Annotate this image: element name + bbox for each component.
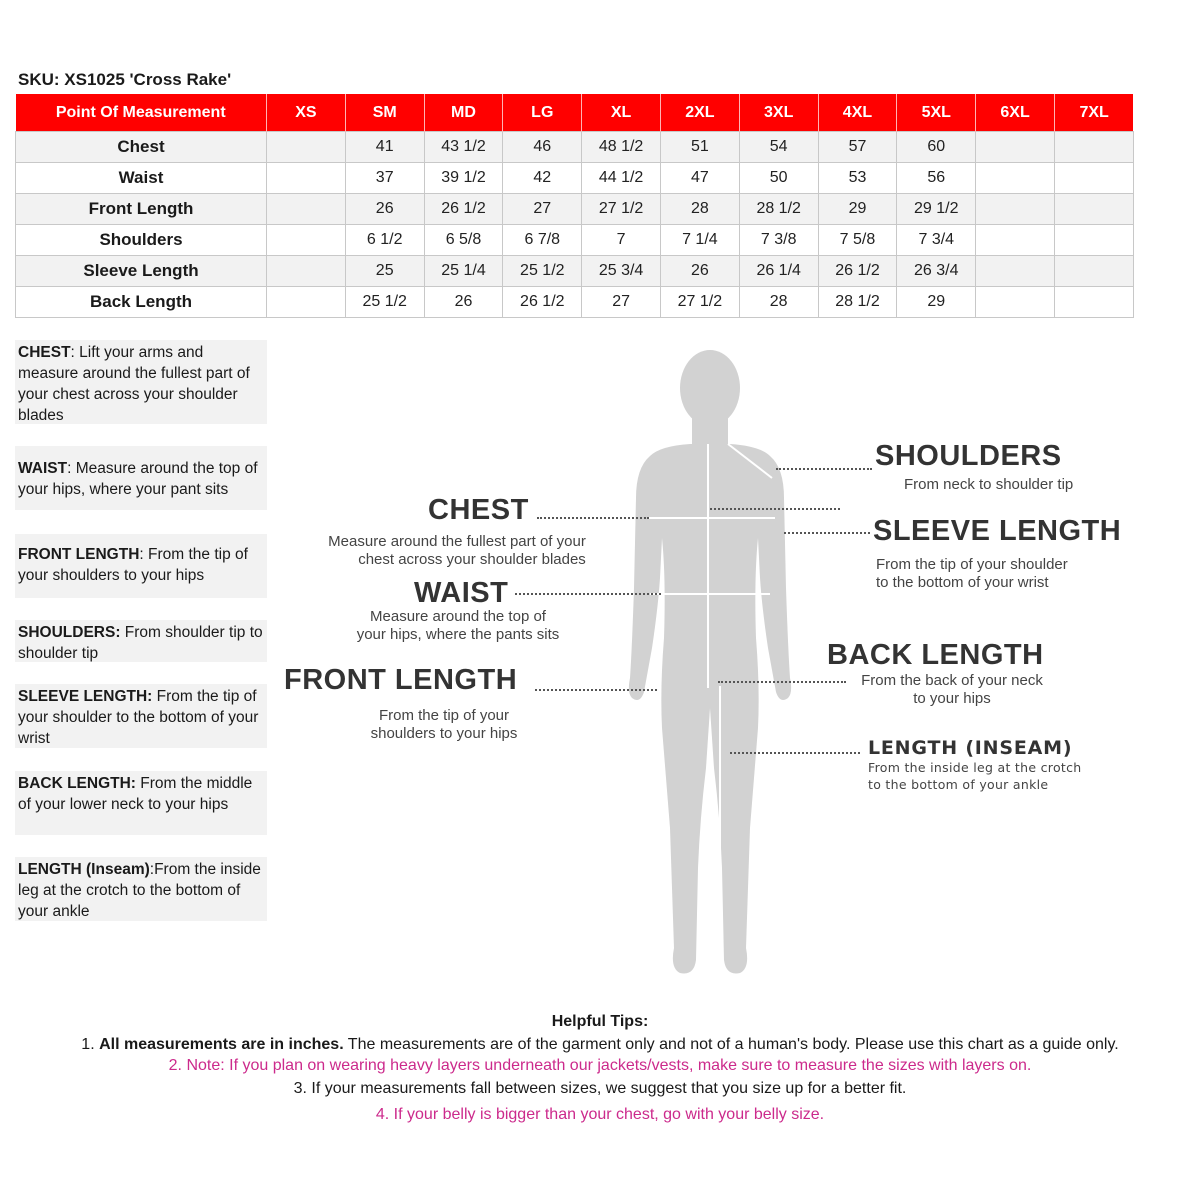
note-sleeve-length <box>15 684 267 748</box>
note-term: BACK LENGTH: <box>18 775 136 792</box>
row-label: Front Length <box>16 194 267 225</box>
table-cell: 29 <box>818 194 897 225</box>
note-term: WAIST <box>18 460 68 477</box>
table-cell: 26 3/4 <box>897 256 976 287</box>
table-header-cell: Point Of Measurement <box>16 94 267 132</box>
inseam-desc-line: to the bottom of your ankle <box>868 777 1049 792</box>
back-length-label: BACK LENGTH <box>827 639 1044 671</box>
note-text: From shoulder tip to shoulder tip <box>18 624 263 662</box>
table-cell: 7 3/8 <box>739 225 818 256</box>
sku-title: SKU: XS1025 'Cross Rake' <box>18 70 232 89</box>
table-cell: 26 1/2 <box>424 194 503 225</box>
inseam-label: LENGTH (INSEAM) <box>868 737 1073 759</box>
table-row <box>16 287 1134 318</box>
table-cell <box>976 163 1055 194</box>
row-label: Back Length <box>16 287 267 318</box>
note-inseam <box>15 857 267 921</box>
tip-4: 4. If your belly is bigger than your chest, go with your belly size. <box>375 1106 825 1123</box>
table-header-cell: 4XL <box>818 94 897 132</box>
chest-desc-line: Measure around the fullest part of your <box>328 533 586 550</box>
table-row <box>16 132 1134 163</box>
table-header-cell: 2XL <box>660 94 739 132</box>
back-length-desc <box>852 672 1052 708</box>
figure-body <box>629 444 791 973</box>
tip-1-prefix: 1. <box>81 1036 100 1053</box>
table-cell: 39 1/2 <box>424 163 503 194</box>
chest-leader <box>537 517 649 519</box>
tips-title: Helpful Tips: <box>551 1013 649 1030</box>
note-shoulders <box>15 620 267 662</box>
front-length-label: FRONT LENGTH <box>284 664 518 696</box>
table-cell: 60 <box>897 132 976 163</box>
tip-2: 2. Note: If you plan on wearing heavy layers underneath our jackets/vests, make sure to measure the sizes with layers on. <box>168 1057 1032 1074</box>
table-cell <box>976 194 1055 225</box>
waist-desc-line: Measure around the top of <box>370 608 546 625</box>
table-cell: 42 <box>503 163 582 194</box>
table-cell <box>267 256 346 287</box>
waist-leader <box>515 593 661 595</box>
table-header-cell: XL <box>582 94 661 132</box>
table-cell <box>1054 194 1133 225</box>
table-cell: 26 1/2 <box>818 256 897 287</box>
table-cell: 25 3/4 <box>582 256 661 287</box>
note-text: : From the tip of your shoulders to your hips <box>18 546 248 584</box>
sleeve-length-desc-line: From the tip of your shoulder <box>876 556 1068 573</box>
shoulders-leader <box>776 468 872 470</box>
table-header-cell: 7XL <box>1054 94 1133 132</box>
table-cell: 7 5/8 <box>818 225 897 256</box>
table-cell: 37 <box>345 163 424 194</box>
shoulders-desc: From neck to shoulder tip <box>904 476 1074 493</box>
table-cell <box>1054 132 1133 163</box>
table-cell <box>267 163 346 194</box>
table-cell: 50 <box>739 163 818 194</box>
table-row <box>16 225 1134 256</box>
table-header-cell: 6XL <box>976 94 1055 132</box>
table-cell: 7 1/4 <box>660 225 739 256</box>
table-cell: 26 <box>345 194 424 225</box>
waist-desc-line: your hips, where the pants sits <box>356 626 560 643</box>
table-cell <box>976 132 1055 163</box>
figure-head <box>680 350 740 426</box>
table-header-cell: SM <box>345 94 424 132</box>
sleeve-length-desc <box>876 556 1068 592</box>
table-cell <box>1054 287 1133 318</box>
table-cell <box>267 132 346 163</box>
table-row <box>16 163 1134 194</box>
front-length-desc-line: From the tip of your <box>378 707 510 724</box>
note-text: From the middle of your lower neck to your hips <box>18 775 253 813</box>
note-term: FRONT LENGTH <box>18 546 140 563</box>
table-cell: 26 1/2 <box>503 287 582 318</box>
front-length-leader <box>535 689 657 691</box>
tip-1-rest: The measurements are of the garment only and not of a human's body. Please use this chart as a guide only. <box>343 1036 1119 1053</box>
table-cell: 57 <box>818 132 897 163</box>
table-cell: 25 <box>345 256 424 287</box>
table-cell: 48 1/2 <box>582 132 661 163</box>
note-term: SLEEVE LENGTH: <box>18 688 153 705</box>
table-cell <box>976 225 1055 256</box>
table-row <box>16 256 1134 287</box>
front-length-desc-line: shoulders to your hips <box>370 725 518 742</box>
back-length-desc-line: to your hips <box>913 690 991 707</box>
chest-desc-line: chest across your shoulder blades <box>358 551 586 568</box>
tip-3: 3. If your measurements fall between sizes, we suggest that you size up for a better fit. <box>293 1080 907 1097</box>
table-cell: 7 3/4 <box>897 225 976 256</box>
note-term: CHEST <box>18 344 71 361</box>
sleeve-length-leader <box>784 532 870 534</box>
note-text: : Measure around the top of your hips, where your pant sits <box>18 460 258 498</box>
table-header-cell: 5XL <box>897 94 976 132</box>
table-cell: 27 <box>503 194 582 225</box>
table-cell: 44 1/2 <box>582 163 661 194</box>
table-cell: 25 1/4 <box>424 256 503 287</box>
table-cell: 47 <box>660 163 739 194</box>
table-cell: 28 <box>739 287 818 318</box>
table-cell: 25 1/2 <box>503 256 582 287</box>
table-cell <box>267 287 346 318</box>
table-row <box>16 194 1134 225</box>
note-text: : Lift your arms and measure around the fullest part of your chest across your shoulder blades <box>18 344 250 424</box>
table-cell: 43 1/2 <box>424 132 503 163</box>
table-cell: 41 <box>345 132 424 163</box>
table-cell: 6 1/2 <box>345 225 424 256</box>
inseam-desc-line: From the inside leg at the crotch <box>868 760 1082 775</box>
note-term: LENGTH (Inseam) <box>18 861 150 878</box>
table-cell: 29 1/2 <box>897 194 976 225</box>
table-cell <box>1054 256 1133 287</box>
table-cell: 27 1/2 <box>582 194 661 225</box>
row-label: Sleeve Length <box>16 256 267 287</box>
back-length-desc-line: From the back of your neck <box>861 672 1043 689</box>
table-header-cell: MD <box>424 94 503 132</box>
table-cell <box>976 256 1055 287</box>
chest-label: CHEST <box>428 494 529 526</box>
table-cell: 25 1/2 <box>345 287 424 318</box>
note-front-length <box>15 534 267 598</box>
inseam-desc <box>868 759 1081 793</box>
table-cell: 26 <box>660 256 739 287</box>
figure-neck <box>692 418 728 448</box>
table-cell <box>267 225 346 256</box>
table-header-row <box>16 94 1134 132</box>
table-header-cell: 3XL <box>739 94 818 132</box>
table-cell: 51 <box>660 132 739 163</box>
note-term: SHOULDERS: <box>18 624 121 641</box>
table-cell: 28 1/2 <box>818 287 897 318</box>
tip-1 <box>0 1036 1200 1054</box>
row-label: Chest <box>16 132 267 163</box>
chest-desc <box>320 533 594 569</box>
note-waist <box>15 446 267 510</box>
table-cell <box>1054 163 1133 194</box>
sleeve-length-label: SLEEVE LENGTH <box>873 515 1122 547</box>
table-cell: 6 7/8 <box>503 225 582 256</box>
table-cell: 26 1/4 <box>739 256 818 287</box>
note-chest <box>15 340 267 424</box>
chest-right-leader <box>710 508 840 510</box>
note-back-length <box>15 771 267 835</box>
row-label: Waist <box>16 163 267 194</box>
table-cell: 27 <box>582 287 661 318</box>
waist-label: WAIST <box>414 577 509 609</box>
table-cell: 56 <box>897 163 976 194</box>
table-header-cell: LG <box>503 94 582 132</box>
note-text: From the tip of your shoulder to the bottom of your wrist <box>18 688 259 747</box>
row-label: Shoulders <box>16 225 267 256</box>
tip-1-bold: All measurements are in inches. <box>99 1036 344 1053</box>
table-cell: 7 <box>582 225 661 256</box>
table-cell: 53 <box>818 163 897 194</box>
table-cell <box>267 194 346 225</box>
table-cell: 28 1/2 <box>739 194 818 225</box>
table-cell <box>976 287 1055 318</box>
table-cell <box>1054 225 1133 256</box>
shoulders-label: SHOULDERS <box>875 440 1062 472</box>
size-table <box>15 94 1134 318</box>
sleeve-length-desc-line: to the bottom of your wrist <box>876 574 1049 591</box>
waist-desc <box>346 608 570 644</box>
table-cell: 27 1/2 <box>660 287 739 318</box>
front-length-desc <box>340 707 548 743</box>
table-cell: 29 <box>897 287 976 318</box>
note-text: :From the inside leg at the crotch to the bottom of your ankle <box>18 861 261 920</box>
table-header-cell: XS <box>267 94 346 132</box>
table-cell: 26 <box>424 287 503 318</box>
table-cell: 6 5/8 <box>424 225 503 256</box>
back-length-leader <box>718 681 846 683</box>
table-cell: 46 <box>503 132 582 163</box>
table-cell: 54 <box>739 132 818 163</box>
inseam-leader <box>730 752 860 754</box>
body-silhouette <box>590 348 830 988</box>
table-cell: 28 <box>660 194 739 225</box>
